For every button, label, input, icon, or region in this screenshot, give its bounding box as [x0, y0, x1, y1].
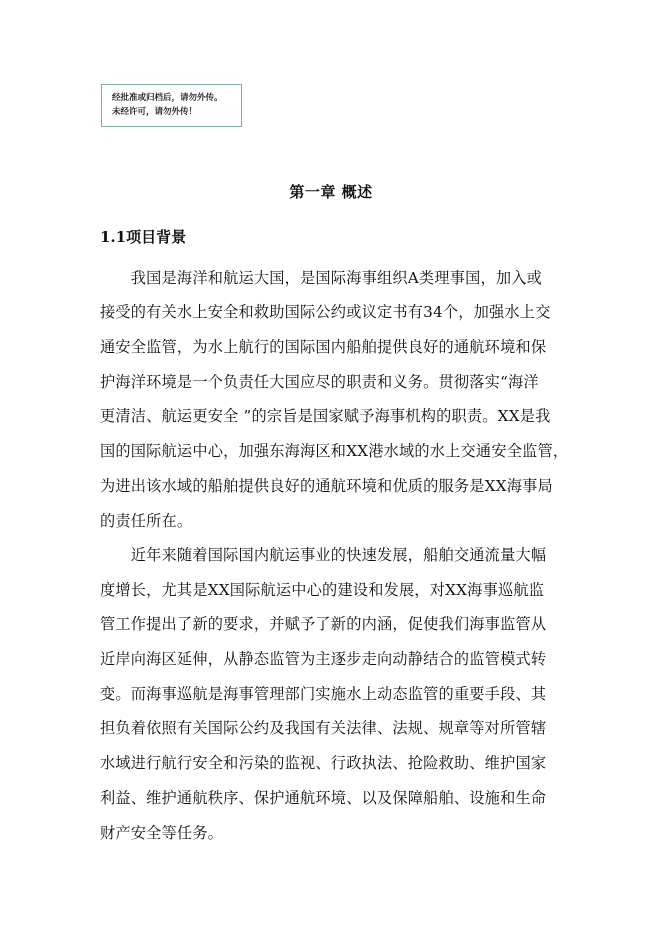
body-line: 护海洋环境是一个负责任大国应尽的职责和义务。贯彻落实“海洋	[100, 373, 539, 391]
notice-line-1: 经批准或归档后，请勿外传。	[112, 93, 223, 103]
body-line: 国的国际航运中心，加强东海海区和XX港水域的水上交通安全监管，	[100, 442, 569, 460]
body-line: 利益、维护通航秩序、保护通航环境、以及保障船舶、设施和生命	[100, 789, 547, 807]
body-line: 通安全监管，为水上航行的国际国内船舶提供良好的通航环境和保	[100, 338, 547, 356]
body-line: 为进出该水域的船舶提供良好的通航环境和优质的服务是XX海事局	[100, 477, 553, 495]
body-line: 我国是海洋和航运大国，是国际海事组织A类理事国，加入或	[100, 269, 543, 287]
body-line: 近岸向海区延伸，从静态监管为主逐步走向动静结合的监管模式转	[100, 650, 547, 668]
body-line: 财产安全等任务。	[100, 824, 224, 842]
confidentiality-notice-box	[101, 84, 242, 127]
notice-line-2: 未经许可，请勿外传！	[112, 107, 198, 117]
body-line: 更清洁、航运更安全 ”的宗旨是国家赋予海事机构的职责。XX是我	[100, 407, 551, 425]
body-line: 的责任所在。	[100, 512, 193, 530]
body-line: 水域进行航行安全和污染的监视、行政执法、抢险救助、维护国家	[100, 754, 547, 772]
body-line: 管工作提出了新的要求，并赋予了新的内涵，促使我们海事监管从	[100, 615, 547, 633]
body-line: 变。而海事巡航是海事管理部门实施水上动态监管的重要手段、其	[100, 685, 547, 703]
body-line: 度增长，尤其是XX国际航运中心的建设和发展，对XX海事巡航监	[100, 581, 545, 599]
body-line: 接受的有关水上安全和救助国际公约或议定书有34个，加强水上交	[100, 303, 551, 321]
chapter-title: 第一章 概述	[289, 183, 373, 201]
body-line: 近年来随着国际国内航运事业的快速发展，船舶交通流量大幅	[100, 546, 547, 564]
section-heading: 1.1项目背景	[100, 228, 187, 246]
body-line: 担负着依照有关国际公约及我国有关法律、法规、规章等对所管辖	[100, 719, 547, 737]
